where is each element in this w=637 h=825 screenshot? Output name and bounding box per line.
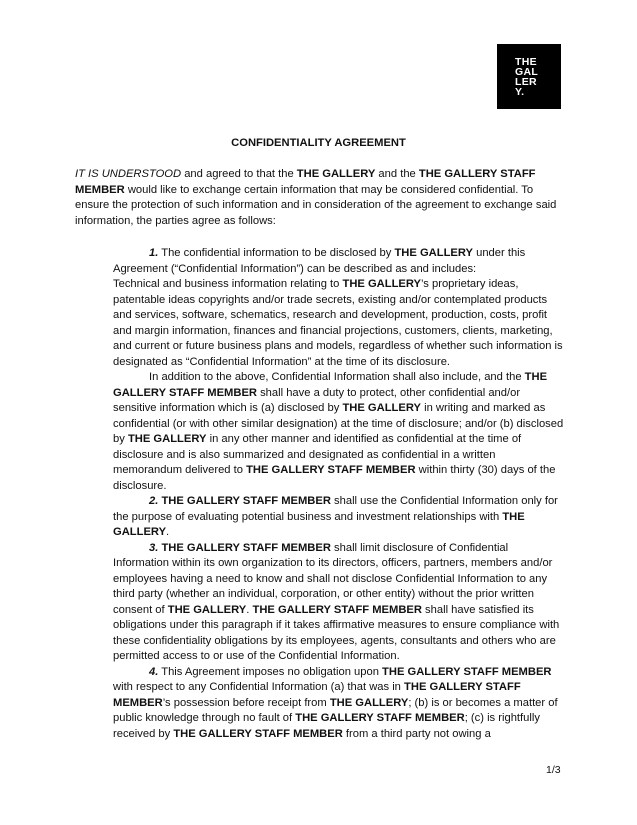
party-name: THE GALLERY STAFF MEMBER <box>173 727 343 740</box>
logo-line: Y. <box>515 86 525 98</box>
text: from a third party not owing a <box>342 727 491 740</box>
party-name: THE GALLERY STAFF MEMBER <box>252 603 422 616</box>
clause-1-detail <box>113 277 565 370</box>
party-name: THE GALLERY STAFF MEMBER <box>113 681 521 709</box>
text: ; (b) is or becomes a matter of public knowledge through no fault of <box>113 696 558 724</box>
agreement-body <box>113 246 565 742</box>
party-name: THE GALLERY STAFF MEMBER <box>295 712 465 724</box>
text: and agreed to that the <box>181 168 297 180</box>
gallery-logo <box>497 44 561 109</box>
party-name: THE GALLERY STAFF MEMBER <box>382 665 552 678</box>
text: shall have satisfied its obligations under this paragraph if it takes affirmative measures to ensure compliance with these confidentiality obligations by its employees, agents, consultants and others who are permitted access to or use of the Confidential Information. <box>113 603 560 662</box>
party-name: THE GALLERY STAFF MEMBER <box>113 371 548 399</box>
text: under this Agreement (“Confidential Information”) can be described as and includes: <box>113 247 526 275</box>
page-number: 1/3 <box>546 764 561 776</box>
party-name: THE GALLERY <box>329 696 409 709</box>
party-name: THE GALLERY STAFF MEMBER <box>75 168 536 196</box>
party-name: THE GALLERY STAFF MEMBER <box>158 541 331 554</box>
document-title: CONFIDENTIALITY AGREEMENT <box>231 137 406 149</box>
intro-lead: IT IS UNDERSTOOD <box>75 168 182 180</box>
party-name: THE GALLERY <box>342 402 421 414</box>
intro-paragraph <box>75 167 565 229</box>
logo-line: LER <box>515 76 537 88</box>
party-name: THE GALLERY <box>394 247 473 259</box>
text: In addition to the above, Confidential Information shall also include, and the <box>149 371 525 383</box>
text: shall use the Confidential Information only for the purpose of evaluating potential business and investment relationships with <box>113 495 558 523</box>
party-name: THE GALLERY <box>167 603 247 616</box>
clause-2 <box>113 494 565 541</box>
text: shall limit disclosure of Confidential Information within its own organization to its directors, officers, partners, members and/or employees having a need to know and shall not disclose Confidential Information to any third party (whether an individual, corporation, or other entity) without the prior written consent of <box>113 541 553 616</box>
text: shall have a duty to protect, other confidential and/or sensitive information which is (a) disclosed by <box>113 386 521 414</box>
text: in any other manner and identified as confidential at the time of disclosure and is also summarized and designated as confidential in a written memorandum delivered to <box>113 433 522 476</box>
text: This Agreement imposes no obligation upon <box>158 665 383 678</box>
party-name: THE GALLERY <box>127 433 207 445</box>
text: ; (c) is rightfully received by <box>113 712 540 740</box>
clause-1-addition <box>113 370 565 494</box>
clause-3 <box>113 541 565 665</box>
text: ’s possession before receipt from <box>162 696 330 709</box>
clause-number: 1. <box>149 247 159 259</box>
party-name: THE GALLERY STAFF MEMBER <box>158 495 331 507</box>
clause-number: 4. <box>149 665 159 678</box>
logo-line: THE <box>515 56 537 68</box>
text: in writing and marked as confidential (or with other similar designation) at the time of disclosure; and/or (b) disclosed by <box>113 402 564 445</box>
text: within thirty (30) days of the disclosure. <box>113 464 556 492</box>
text: with respect to any Confidential Information (a) that was in <box>113 681 405 693</box>
text: . <box>166 526 170 538</box>
party-name: THE GALLERY <box>296 168 376 180</box>
party-name: THE GALLERY <box>342 278 422 290</box>
text: ’s proprietary ideas, patentable ideas copyrights and/or trade secrets, existing and/or contemplated products and services, software, schematics, research and development, production, costs, profit and margin information, finances and financial projections, customers, clients, marketing, and current or future business plans and models, regardless of whether such information is designated as “Confidential Information” at the time of its disclosure. <box>113 278 563 368</box>
clause-4 <box>113 665 565 743</box>
logo-line: GAL <box>515 66 539 78</box>
clause-1 <box>113 246 565 277</box>
text: and the <box>375 168 419 180</box>
text: The confidential information to be disclosed by <box>158 247 395 259</box>
party-name: THE GALLERY <box>113 510 525 538</box>
clause-number: 3. <box>149 541 159 554</box>
clause-number: 2. <box>149 495 159 507</box>
party-name: THE GALLERY STAFF MEMBER <box>246 464 416 476</box>
text: Technical and business information relating to <box>113 278 343 290</box>
text: would like to exchange certain information that may be considered confidential. To ensure the protection of such information and in consideration of the agreement to exchange said information, the parties agree as follows: <box>75 183 557 227</box>
text: . <box>246 603 253 616</box>
